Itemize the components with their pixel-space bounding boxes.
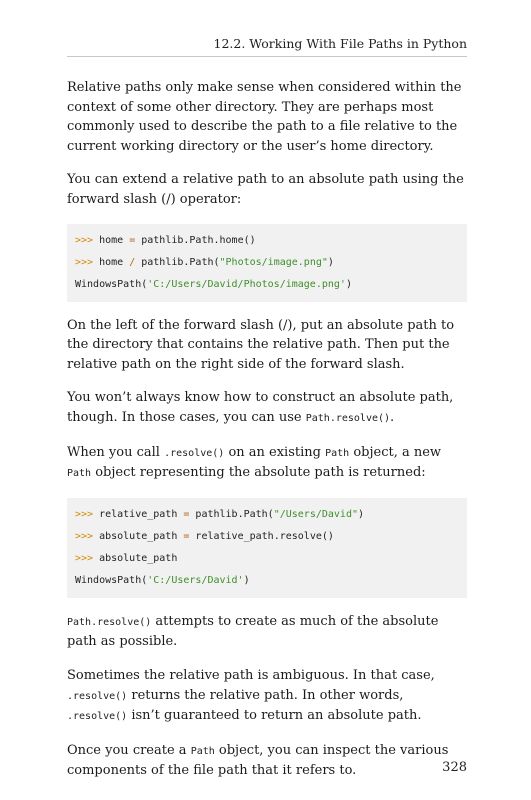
text: object, a new [349,444,442,460]
code-text: ) [243,574,250,586]
text: object representing the absolute path is returned: [91,465,426,481]
paragraph-forward-slash: On the left of the forward slash (/), put an absolute path to the directory that contains the relative path. Then put the relative path on the right side of the forward slash. [67,317,455,372]
code-prompt: >>> [75,256,94,268]
code-prompt: >>> [75,234,94,246]
code-text: pathlib.Path( [135,256,220,268]
inline-code: Path [67,468,92,480]
code-prompt: >>> [75,552,94,564]
code-line [75,526,459,548]
paragraph-extend-relative: You can extend a relative path to an absolute path using the forward slash (/) operator: [67,172,464,207]
code-text: pathlib.Path.home() [135,234,256,246]
code-block-home [67,224,467,302]
code-text: ) [345,278,352,290]
code-string: "Photos/image.png" [219,256,328,268]
code-string: 'C:/Users/David' [147,574,244,586]
code-text: relative_path.resolve() [189,530,334,542]
code-line [75,504,459,526]
inline-code: Path [190,745,215,757]
code-operator: = [129,234,136,246]
text: . [390,409,395,425]
text: attempts to create as much of the absolute path as possible. [67,613,439,650]
paragraph-inspect-components [67,741,467,781]
text: returns the relative path. In other words, [127,687,404,703]
code-text: WindowsPath( [75,278,148,290]
text: object, you can inspect the various components of the file path that it refers to. [67,742,449,779]
page-number: 328 [442,760,467,775]
code-text: absolute_path [93,552,178,564]
inline-code: Path.resolve() [305,412,391,424]
text: You won’t always know how to construct an absolute path, though. In those cases, you can use [67,390,454,425]
code-text: WindowsPath( [75,574,148,586]
inline-code: .resolve() [67,690,128,702]
page-content [67,78,467,795]
text: Once you create a [67,742,191,758]
code-text: ) [358,508,365,520]
paragraph-ambiguous [67,666,467,727]
text: When you call [67,444,165,460]
code-line [75,252,459,274]
code-string: 'C:/Users/David/Photos/image.png' [147,278,346,290]
running-header [67,36,467,57]
text: Sometimes the relative path is ambiguous. In that case, [67,667,435,683]
code-string: "/Users/David" [273,508,358,520]
code-line [75,274,459,296]
code-text: ) [327,256,334,268]
paragraph-relative-paths: Relative paths only make sense when considered within the context of some other directory. They are perhaps most commonly used to describe the path to a file relative to the current working directory or the user’s home directory. [67,80,462,154]
paragraph-resolve-attempts [67,612,467,652]
inline-code: Path.resolve() [67,616,152,628]
code-line [75,230,459,252]
code-text: home [93,234,130,246]
text: isn’t guaranteed to return an absolute path. [127,708,422,724]
code-operator: = [183,508,190,520]
code-line [75,548,459,570]
code-operator: = [183,530,190,542]
header-title: 12.2. Working With File Paths in Python [213,36,467,51]
inline-code: Path [325,447,350,459]
code-block-resolve [67,498,467,598]
text: on an existing [224,444,326,460]
code-prompt: >>> [75,530,94,542]
code-text: relative_path [93,508,184,520]
code-line [75,570,459,592]
paragraph-resolve-call [67,443,467,484]
code-operator: / [129,256,136,268]
paragraph-resolve-intro [67,388,467,428]
code-prompt: >>> [75,508,94,520]
code-text: home [93,256,130,268]
inline-code: .resolve() [164,447,225,459]
code-text: pathlib.Path( [189,508,274,520]
code-text: absolute_path [93,530,184,542]
inline-code: .resolve() [67,711,128,723]
